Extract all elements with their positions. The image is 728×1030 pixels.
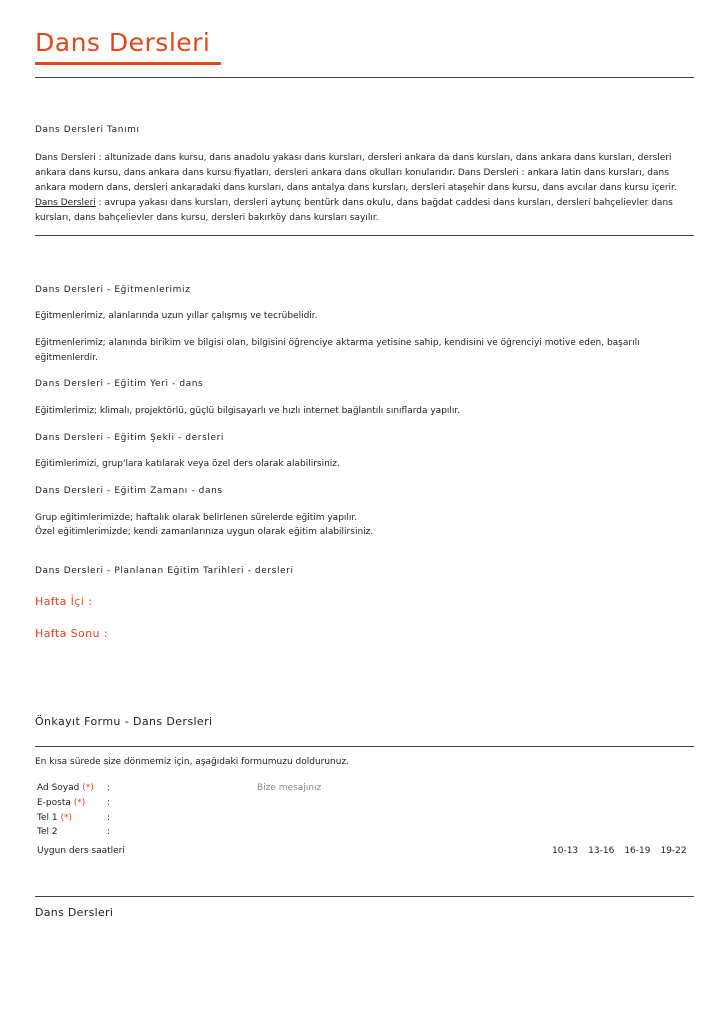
weekday-heading: Hafta İçi : <box>35 595 93 608</box>
email-input[interactable] <box>119 797 239 809</box>
intro-heading: Dans Dersleri Tanımı <box>35 125 140 135</box>
page-title: Dans Dersleri <box>35 28 211 57</box>
required-mark: (*) <box>82 783 94 793</box>
required-mark: (*) <box>60 813 72 823</box>
weekend-heading: Hafta Sonu : <box>35 627 108 640</box>
name-colon: : <box>107 783 111 793</box>
tel1-label: Tel 1 (*) <box>37 813 72 823</box>
hours-options <box>552 846 687 856</box>
time-heading: Dans Dersleri - Eğitim Zamanı - dans <box>35 486 223 496</box>
message-textarea[interactable] <box>255 781 499 841</box>
form-heading: Önkayıt Formu - Dans Dersleri <box>35 715 213 728</box>
format-text: Eğitimlerimizi, grup'lara katılarak veya özel ders olarak alabilirsiniz. <box>35 459 340 469</box>
email-colon: : <box>107 798 111 808</box>
form-intro: En kısa sürede size dönmemiz için, aşağıdaki formumuzu doldurunuz. <box>35 757 350 767</box>
form-divider <box>35 746 694 747</box>
tel2-label: Tel 2 <box>37 827 58 837</box>
name-input[interactable] <box>119 782 239 794</box>
tel1-input[interactable] <box>119 812 239 824</box>
trainers-text-2: Eğitmenlerimiz; alanında birikim ve bilgisi olan, bilgisini öğrenciye aktarma yetisine sahip, kendisini ve öğrenciyi motive eden, başarılı eğitmenlerdir. <box>35 338 640 363</box>
format-heading: Dans Dersleri - Eğitim Şekli - dersleri <box>35 433 225 443</box>
intro-paragraph <box>35 151 694 226</box>
footer-title: Dans Dersleri <box>35 906 114 919</box>
header-divider <box>35 77 694 78</box>
intro-divider <box>35 235 694 236</box>
time-text-2: Özel eğitimlerimizde; kendi zamanlarınıza uygun olarak eğitim alabilirsiniz. <box>35 527 374 537</box>
title-underline <box>35 62 221 65</box>
place-heading: Dans Dersleri - Eğitim Yeri - dans <box>35 379 204 389</box>
place-text: Eğitimlerimiz; klimalı, projektörlü, güçlü bilgisayarlı ve hızlı internet bağlantılı sınıflarda yapılır. <box>35 406 461 416</box>
footer-divider <box>35 896 694 897</box>
dans-dersleri-link[interactable]: Dans Dersleri <box>35 198 96 208</box>
trainers-text-1: Eğitmenlerimiz, alanlarında uzun yıllar çalışmış ve tecrübelidir. <box>35 311 318 321</box>
tel1-colon: : <box>107 813 111 823</box>
hour-option-19-22[interactable]: 19-22 <box>660 846 687 856</box>
required-mark: (*) <box>73 798 86 808</box>
tel2-input[interactable] <box>119 826 239 838</box>
hour-option-16-19[interactable]: 16-19 <box>624 846 651 856</box>
intro-text-after: : avrupa yakası dans kursları, dersleri aytunç bentürk dans okulu, dans bağdat caddesi dans kursları, dersleri bahçelievler dans kursları, dans bahçelievler dans kursu, dersleri bakırköy dans kursları sayılır. <box>35 198 673 223</box>
name-label: Ad Soyad (*) <box>37 783 94 793</box>
hours-label: Uygun ders saatleri <box>37 846 125 856</box>
tel2-colon: : <box>107 827 111 837</box>
schedule-heading: Dans Dersleri - Planlanan Eğitim Tarihleri - dersleri <box>35 566 294 576</box>
trainers-heading: Dans Dersleri - Eğitmenlerimiz <box>35 285 191 295</box>
intro-text-before: Dans Dersleri : altunizade dans kursu, dans anadolu yakası dans kursları, dersleri ankara da dans kursları, dans ankara dans kursları, dersleri ankara dans kursu, dans ankara dans kursu fiyatları, dersleri ankara dans okulları konularıdır. Dans Dersleri : ankara latin dans kursları, dans ankara modern dans, dersleri ankaradaki dans kursları, dans antalya dans kursları, dersleri ataşehir dans kursu, dans avcılar dans kursu içerir. <box>35 153 677 193</box>
hour-option-13-16[interactable]: 13-16 <box>588 846 615 856</box>
time-text-1: Grup eğitimlerimizde; haftalık olarak belirlenen sürelerde eğitim yapılır. <box>35 513 358 523</box>
email-label: E-posta (*) <box>37 798 86 808</box>
hour-option-10-13[interactable]: 10-13 <box>552 846 579 856</box>
